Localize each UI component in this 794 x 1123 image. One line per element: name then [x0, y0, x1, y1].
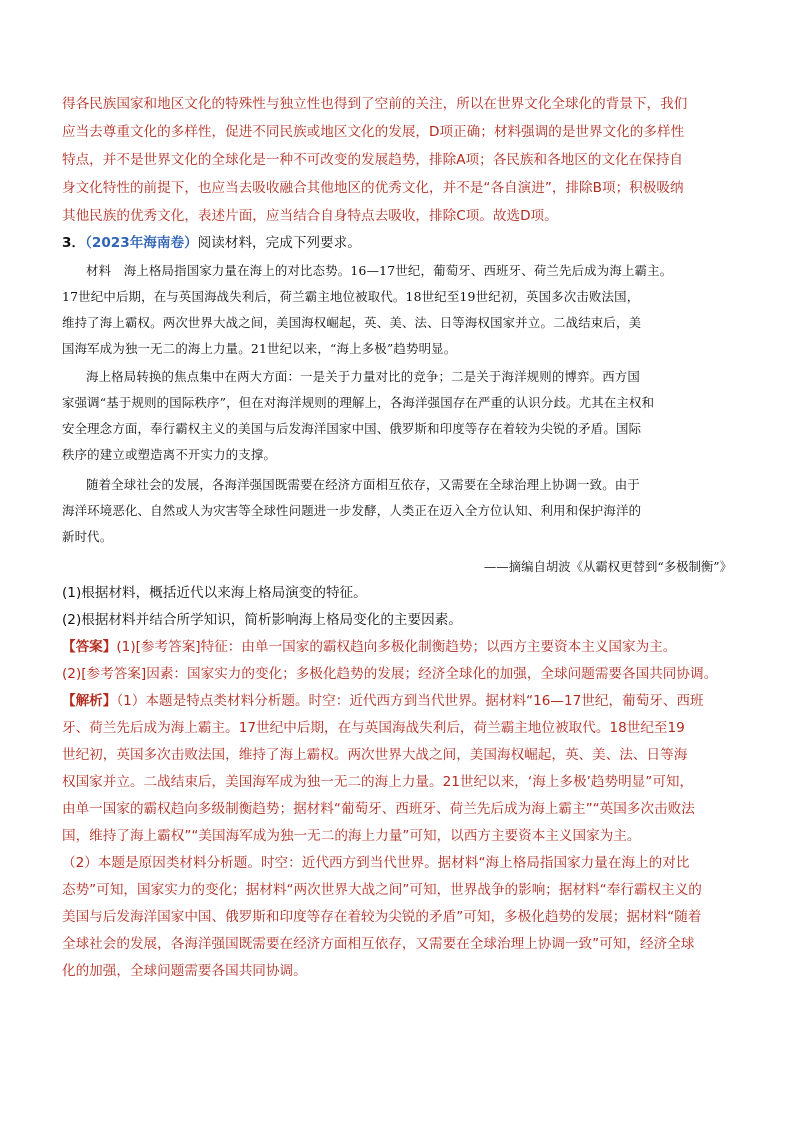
analysis-line: 世纪初，英国多次击败法国，维持了海上霸权。两次世界大战之间，美国海权崛起，英、美、法、日等海	[62, 747, 688, 763]
material-line: 维持了海上霸权。两次世界大战之间，美国海权崛起，英、美、法、日等海权国家并立。二战结束后，美	[62, 315, 642, 330]
material-line: 海洋环境恶化、自然或人为灾害等全球性问题进一步发酵，人类正在迈入全方位认知、利用和保护海洋的	[62, 503, 642, 518]
analysis-line: 全球社会的发展，各海洋强国既需要在经济方面相互依存，又需要在全球治理上协调一致”可知，经济全球	[62, 936, 695, 952]
text-line: 身文化特性的前提下，也应当去吸收融合其他地区的优秀文化，并不是“各自演进”，排除B项；积极吸纳	[62, 180, 684, 196]
answer-tag: 【答案】	[62, 639, 117, 655]
analysis-line: 权国家并立。二战结束后，美国海军成为独一无二的海上力量。21世纪以来，‘海上多极’趋势明显”可知，	[62, 774, 694, 790]
analysis-line: （2）本题是原因类材料分析题。时空：近代西方到当代世界。据材料“海上格局指国家力量在海上的对比	[62, 855, 690, 871]
text-line: 得各民族国家和地区文化的特殊性与独立性也得到了空前的关注，所以在世界文化全球化的背景下，我们	[62, 96, 688, 112]
text-line: 应当去尊重文化的多样性，促进不同民族或地区文化的发展，D项正确；材料强调的是世界文化的多样性	[62, 124, 685, 140]
material-line: 材料 海上格局指国家力量在海上的对比态势。16—17世纪，葡萄牙、西班牙、荷兰先后成为海上霸主。	[86, 263, 673, 278]
question-source-tag: （2023年海南卷）	[85, 235, 198, 251]
text-line: 其他民族的优秀文化，表述片面，应当结合自身特点去吸收，排除C项。故选D项。	[62, 208, 558, 224]
analysis-line: （1）本题是特点类材料分析题。时空：近代西方到当代世界。据材料“16—17世纪，葡萄牙、西班	[116, 693, 704, 709]
analysis-line: 美国与后发海洋国家中国、俄罗斯和印度等存在着较为尖锐的矛盾”可知，多极化趋势的发展；据材料“随着	[62, 909, 702, 925]
question-number: 3．	[62, 235, 86, 251]
material-line: 新时代。	[62, 529, 113, 544]
answer-line-2: (2)[参考答案]因素：国家实力的变化；多极化趋势的发展；经济全球化的加强，全球问题需要各国共同协调。	[62, 666, 718, 682]
sub-question-2: (2)根据材料并结合所学知识，简析影响海上格局变化的主要因素。	[62, 612, 462, 628]
material-line: 秩序的建立或塑造离不开实力的支撑。	[62, 447, 277, 462]
material-line: 海上格局转换的焦点集中在两大方面：一是关于力量对比的竞争；二是关于海洋规则的博弈。西方国	[86, 369, 640, 384]
analysis-line: 化的加强，全球问题需要各国共同协调。	[62, 963, 307, 979]
material-line: 17世纪中后期，在与英国海战失利后，荷兰霸主地位被取代。18世纪至19世纪初，英国多次击败法国，	[62, 289, 640, 304]
material-line: 随着全球社会的发展，各海洋强国既需要在经济方面相互依存，又需要在全球治理上协调一致。由于	[86, 477, 640, 492]
analysis-line: 由单一国家的霸权趋向多级制衡趋势；据材料“葡萄牙、西班牙、荷兰先后成为海上霸主”“英国多次击败法	[62, 801, 695, 817]
analysis-line: 牙、荷兰先后成为海上霸主。17世纪中后期，在与英国海战失利后，荷兰霸主地位被取代。18世纪至19	[62, 720, 685, 736]
text-line: 特点，并不是世界文化的全球化是一种不可改变的发展趋势，排除A项；各民族和各地区的文化在保持自	[62, 152, 684, 168]
material-source: ——摘编自胡波《从霸权更替到“多极制衡”》	[483, 559, 732, 574]
analysis-line: 国，维持了海上霸权”“美国海军成为独一无二的海上力量”可知，以西方主要资本主义国家为主。	[62, 828, 641, 844]
material-line: 家强调“基于规则的国际秩序”，但在对海洋规则的理解上，各海洋强国存在严重的认识分歧。尤其在主权和	[62, 395, 655, 410]
answer-line-1: (1)[参考答案]特征：由单一国家的霸权趋向多极化制衡趋势；以西方主要资本主义国家为主。	[116, 639, 677, 655]
analysis-line: 态势”可知，国家实力的变化；据材料“两次世界大战之间”可知，世界战争的影响；据材料“奉行霸权主义的	[62, 882, 702, 898]
question-prompt: 阅读材料，完成下列要求。	[197, 235, 361, 251]
material-line: 国海军成为独一无二的海上力量。21世纪以来，“海上多极”趋势明显。	[62, 341, 457, 356]
sub-question-1: (1)根据材料，概括近代以来海上格局演变的特征。	[62, 585, 367, 601]
material-line: 安全理念方面，奉行霸权主义的美国与后发海洋国家中国、俄罗斯和印度等存在着较为尖锐的矛盾。国际	[62, 421, 642, 436]
analysis-tag: 【解析】	[62, 693, 117, 709]
